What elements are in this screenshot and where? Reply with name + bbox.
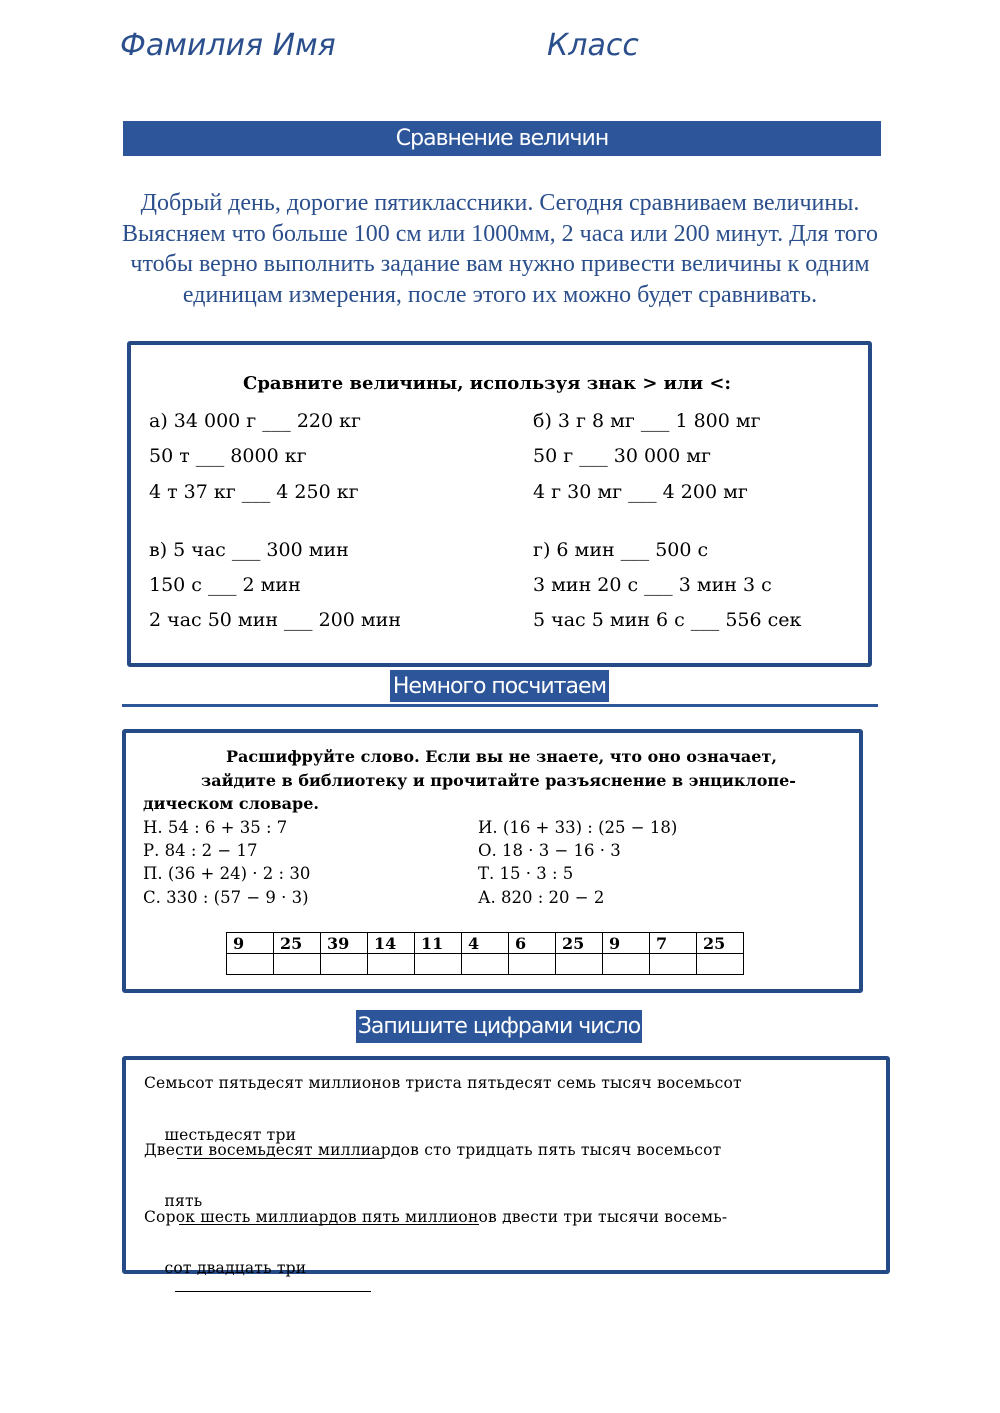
code-cell: 4: [462, 933, 509, 954]
answer-cell[interactable]: [415, 954, 462, 975]
exercise-item: 50 т ___ 8000 кг: [149, 445, 307, 467]
code-cell: 11: [415, 933, 462, 954]
code-cell: 25: [697, 933, 744, 954]
exercise-item: в) 5 час ___ 300 мин: [149, 539, 349, 561]
answer-cell[interactable]: [274, 954, 321, 975]
exercise-item: г) 6 мин ___ 500 с: [533, 539, 709, 561]
expression-item: Т. 15 · 3 : 5: [478, 864, 574, 883]
decode-task-line: Расшифруйте слово. Если вы не знаете, что оно означает,: [226, 747, 777, 766]
exercise-item: 150 с ___ 2 мин: [149, 574, 301, 596]
exercise-item: 50 г ___ 30 000 мг: [533, 445, 712, 467]
exercise-item: а) 34 000 г ___ 220 кг: [149, 410, 361, 432]
decode-table: [226, 932, 744, 975]
code-cell: 6: [509, 933, 556, 954]
name-label: Фамилия Имя: [120, 28, 336, 63]
answer-cell[interactable]: [462, 954, 509, 975]
answer-row: [227, 954, 744, 975]
section-banner-write-number: Запишите цифрами число: [356, 1010, 642, 1043]
code-cell: 9: [227, 933, 274, 954]
answer-blank[interactable]: [175, 1277, 371, 1292]
answer-cell[interactable]: [368, 954, 415, 975]
expression-item: А. 820 : 20 − 2: [478, 888, 605, 907]
comparison-task-box: [127, 341, 872, 667]
number-words-line: Семьсот пятьдесят миллионов триста пятьдесят семь тысяч восемьсот: [144, 1074, 742, 1092]
intro-text: Добрый день, дорогие пятиклассники. Сегодня сравниваем величины. Выясняем что больше 100 см или 1000мм, 2 часа или 200 минут. Для того чтобы верно выполнить задание вам нужно привести величины к одним единицам измерения, после этого их можно будет сравнивать.: [122, 190, 878, 308]
number-words-line: Сорок шесть миллиардов пять миллионов двести три тысячи восемь-: [144, 1208, 728, 1226]
code-cell: 14: [368, 933, 415, 954]
exercise-item: 4 г 30 мг ___ 4 200 мг: [533, 481, 748, 503]
number-words-text: сот двадцать три: [164, 1259, 307, 1277]
exercise-item: б) 3 г 8 мг ___ 1 800 мг: [533, 410, 761, 432]
answer-cell[interactable]: [321, 954, 368, 975]
exercise-item: 3 мин 20 с ___ 3 мин 3 с: [533, 574, 772, 596]
code-cell: 25: [274, 933, 321, 954]
expression-item: О. 18 · 3 − 16 · 3: [478, 841, 621, 860]
expression-item: Р. 84 : 2 − 17: [143, 841, 258, 860]
exercise-item: 5 час 5 мин 6 с ___ 556 сек: [533, 609, 802, 631]
exercise-item: 2 час 50 мин ___ 200 мин: [149, 609, 402, 631]
section-banner-comparison: Сравнение величин: [123, 121, 881, 156]
answer-cell[interactable]: [556, 954, 603, 975]
comparison-task-title: Сравните величины, используя знак > или <:: [243, 373, 732, 394]
answer-cell[interactable]: [603, 954, 650, 975]
number-words-text: шестьдесят три: [164, 1126, 297, 1144]
number-words-text: пять: [164, 1192, 203, 1210]
write-number-box: [122, 1056, 890, 1277]
code-cell: 9: [603, 933, 650, 954]
expression-item: Н. 54 : 6 + 35 : 7: [143, 818, 288, 837]
exercise-item: 4 т 37 кг ___ 4 250 кг: [149, 481, 359, 503]
answer-cell[interactable]: [697, 954, 744, 975]
decode-task-line: зайдите в библиотеку и прочитайте разъяснение в энциклопе-: [201, 771, 796, 790]
answer-cell[interactable]: [509, 954, 556, 975]
code-cell: 39: [321, 933, 368, 954]
number-words-line: [144, 1241, 371, 1314]
answer-cell[interactable]: [650, 954, 697, 975]
code-row: [227, 933, 744, 954]
code-cell: 25: [556, 933, 603, 954]
divider: [122, 704, 878, 707]
answer-cell[interactable]: [227, 954, 274, 975]
code-cell: 7: [650, 933, 697, 954]
expression-item: С. 330 : (57 − 9 · 3): [143, 888, 309, 907]
expression-item: И. (16 + 33) : (25 − 18): [478, 818, 678, 837]
class-label: Класс: [547, 28, 639, 63]
section-banner-calculate: Немного посчитаем: [390, 670, 609, 702]
expression-item: П. (36 + 24) · 2 : 30: [143, 864, 311, 883]
decode-task-line: дическом словаре.: [143, 794, 319, 813]
number-words-line: Двести восемьдесят миллиардов сто тридцать пять тысяч восемьсот: [144, 1141, 722, 1159]
